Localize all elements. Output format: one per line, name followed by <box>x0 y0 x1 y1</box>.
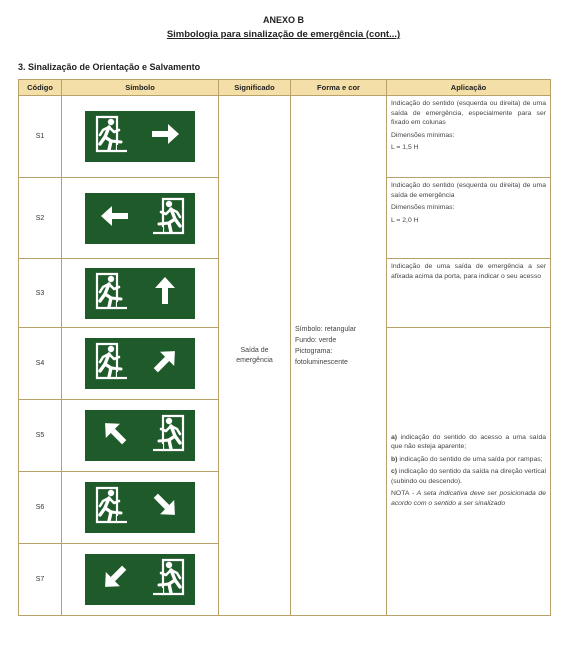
item-b <box>391 455 546 465</box>
col-header-significado: Significado <box>219 80 291 96</box>
row-code: S3 <box>19 259 62 328</box>
significado-line1: Saída de <box>240 346 269 354</box>
item-a-text: indicação do sentido do acesso a uma saída que não esteja aparente; <box>391 433 547 451</box>
item-c-label: c) <box>391 468 398 476</box>
aplicacao-s1 <box>387 96 551 178</box>
aplicacao-text: Indicação do sentido (esquerda ou direita) de uma saída de emergência, especialmente para ser fixado em colunas <box>391 100 546 126</box>
item-a-label: a) <box>391 433 398 441</box>
symbol-cell <box>62 400 219 472</box>
nota <box>391 489 546 508</box>
exit-sign-icon <box>85 338 195 389</box>
col-header-codigo: Código <box>19 80 62 96</box>
exit-sign-icon <box>85 410 195 461</box>
forma-fundo: Fundo: verde <box>295 336 337 344</box>
dimensoes-label: Dimensões mínimas: <box>391 131 455 139</box>
item-c-text: indicação do sentido da saída na direção vertical (subindo ou descendo). <box>391 468 547 485</box>
row-code: S6 <box>19 472 62 544</box>
annex-subtitle-text: Simbologia para sinalização de emergência (cont...) <box>166 29 401 40</box>
significado-cell <box>219 96 291 616</box>
item-a <box>391 433 546 452</box>
symbol-cell <box>62 178 219 259</box>
item-c <box>391 467 546 486</box>
nota-label: NOTA <box>391 490 410 498</box>
exit-sign-icon <box>85 111 195 162</box>
row-code: S1 <box>19 96 62 178</box>
col-header-simbolo: Símbolo <box>62 80 219 96</box>
forma-pictograma2: fotoluminescente <box>295 358 348 366</box>
symbol-cell <box>62 544 219 616</box>
forma-simbolo: Símbolo: retangular <box>295 325 357 333</box>
aplicacao-s3 <box>387 259 551 328</box>
symbol-cell <box>62 472 219 544</box>
forma-cor-cell <box>291 96 387 616</box>
symbol-cell <box>62 96 219 178</box>
signage-table <box>18 79 551 616</box>
aplicacao-s4-s7 <box>387 328 551 616</box>
exit-sign-icon <box>85 193 195 244</box>
row-code: S4 <box>19 328 62 400</box>
symbol-cell <box>62 328 219 400</box>
table-row <box>19 96 551 178</box>
exit-sign-icon <box>85 554 195 605</box>
row-code: S5 <box>19 400 62 472</box>
row-code: S2 <box>19 178 62 259</box>
col-header-aplicacao: Aplicação <box>387 80 551 96</box>
aplicacao-s2 <box>387 178 551 259</box>
significado-line2: emergência <box>236 356 273 364</box>
nota-text: - A seta indicativa deve ser posicionada de acordo com o sentido a ser sinalizado <box>391 490 546 507</box>
section-title: 3. Sinalização de Orientação e Salvamento <box>18 62 201 72</box>
col-header-forma-cor: Forma e cor <box>291 80 387 96</box>
annex-subtitle <box>0 29 567 40</box>
aplicacao-text: Indicação de uma saída de emergência a ser afixada acima da porta, para indicar o seu acesso <box>391 263 546 280</box>
exit-sign-icon <box>85 482 195 533</box>
aplicacao-text: Indicação do sentido (esquerda ou direita) de uma saída de emergência <box>391 182 546 199</box>
symbol-cell <box>62 259 219 328</box>
item-b-text: indicação do sentido de uma saída por rampas; <box>399 455 543 463</box>
table-header-row <box>19 80 551 96</box>
exit-sign-icon <box>85 268 195 319</box>
forma-pictograma: Pictograma: <box>295 347 333 355</box>
item-b-label: b) <box>391 455 398 463</box>
dimensoes-value: L = 2,0 H <box>391 216 419 224</box>
annex-title: ANEXO B <box>262 15 304 25</box>
dimensoes-value: L = 1,5 H <box>391 144 419 151</box>
dimensoes-label: Dimensões mínimas: <box>391 204 455 211</box>
row-code: S7 <box>19 544 62 616</box>
